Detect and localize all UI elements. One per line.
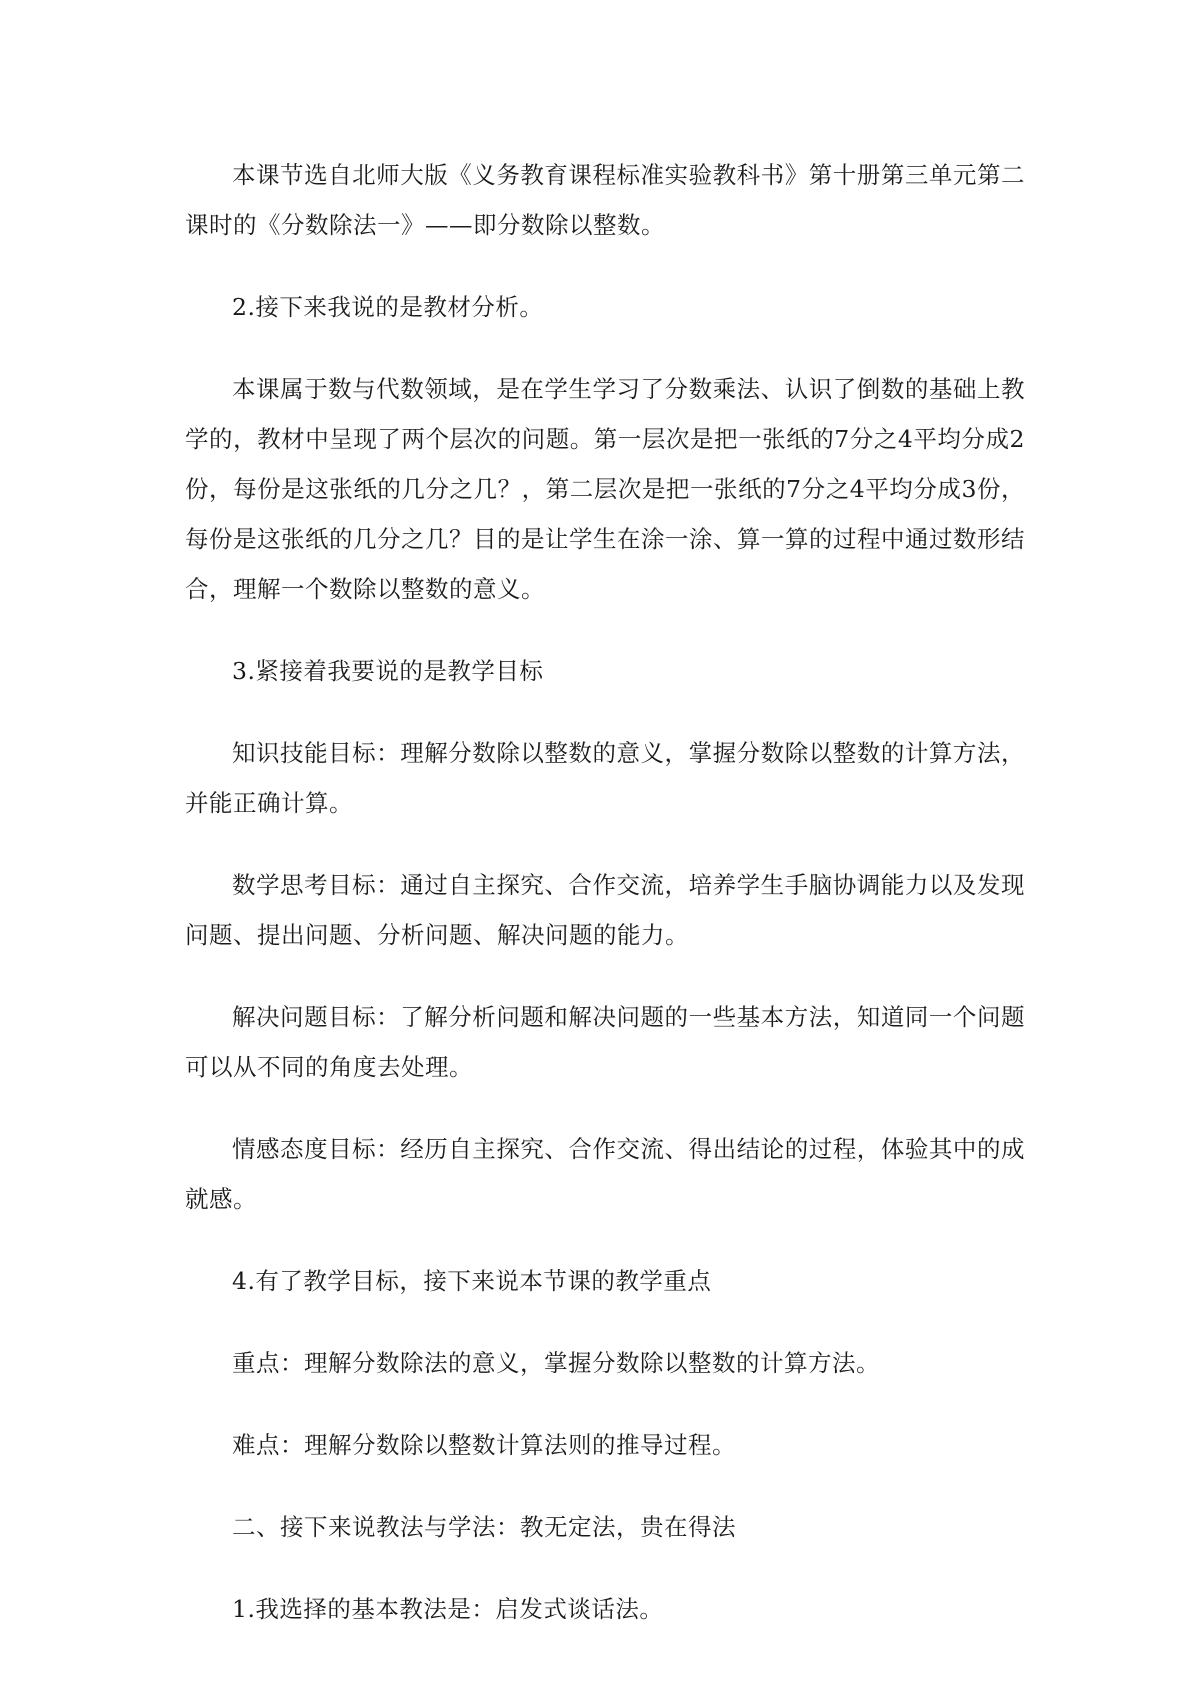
paragraph-teaching-method-heading: 二、接下来说教法与学法：教无定法，贵在得法 [232, 1513, 736, 1541]
paragraph-basic-method: 1.我选择的基本教法是：启发式谈话法。 [232, 1595, 664, 1623]
paragraph-math-thinking-goal: 数学思考目标：通过自主探究、合作交流，培养学生手脑协调能力以及发现问题、提出问题、分析问题、解决问题的能力。 [185, 871, 1025, 949]
paragraph-textbook-analysis: 本课属于数与代数领域，是在学生学习了分数乘法、认识了倒数的基础上教学的，教材中呈现了两个层次的问题。第一层次是把一张纸的7分之4平均分成2份，每份是这张纸的几分之几？，第二层次是把一张纸的7分之4平均分成3份，每份是这张纸的几分之几？目的是让学生在涂一涂、算一算的过程中通过数形结合，理解一个数除以整数的意义。 [185, 375, 1025, 603]
paragraph-section-4-heading: 4.有了教学目标，接下来说本节课的教学重点 [232, 1267, 712, 1295]
paragraph-intro: 本课节选自北师大版《义务教育课程标准实验教科书》第十册第三单元第二课时的《分数除法一》——即分数除以整数。 [185, 161, 1025, 239]
paragraph-problem-solving-goal: 解决问题目标：了解分析问题和解决问题的一些基本方法，知道同一个问题可以从不同的角度去处理。 [185, 1003, 1025, 1081]
paragraph-knowledge-goal: 知识技能目标：理解分数除以整数的意义，掌握分数除以整数的计算方法，并能正确计算。 [185, 739, 1025, 817]
paragraph-section-3-heading: 3.紧接着我要说的是教学目标 [232, 657, 544, 685]
paragraph-attitude-goal: 情感态度目标：经历自主探究、合作交流、得出结论的过程，体验其中的成就感。 [185, 1135, 1025, 1213]
paragraph-section-2-heading: 2.接下来我说的是教材分析。 [232, 293, 544, 321]
paragraph-key-point: 重点：理解分数除法的意义，掌握分数除以整数的计算方法。 [232, 1349, 880, 1377]
document-body [185, 150, 1025, 1666]
paragraph-difficulty: 难点：理解分数除以整数计算法则的推导过程。 [232, 1431, 736, 1459]
